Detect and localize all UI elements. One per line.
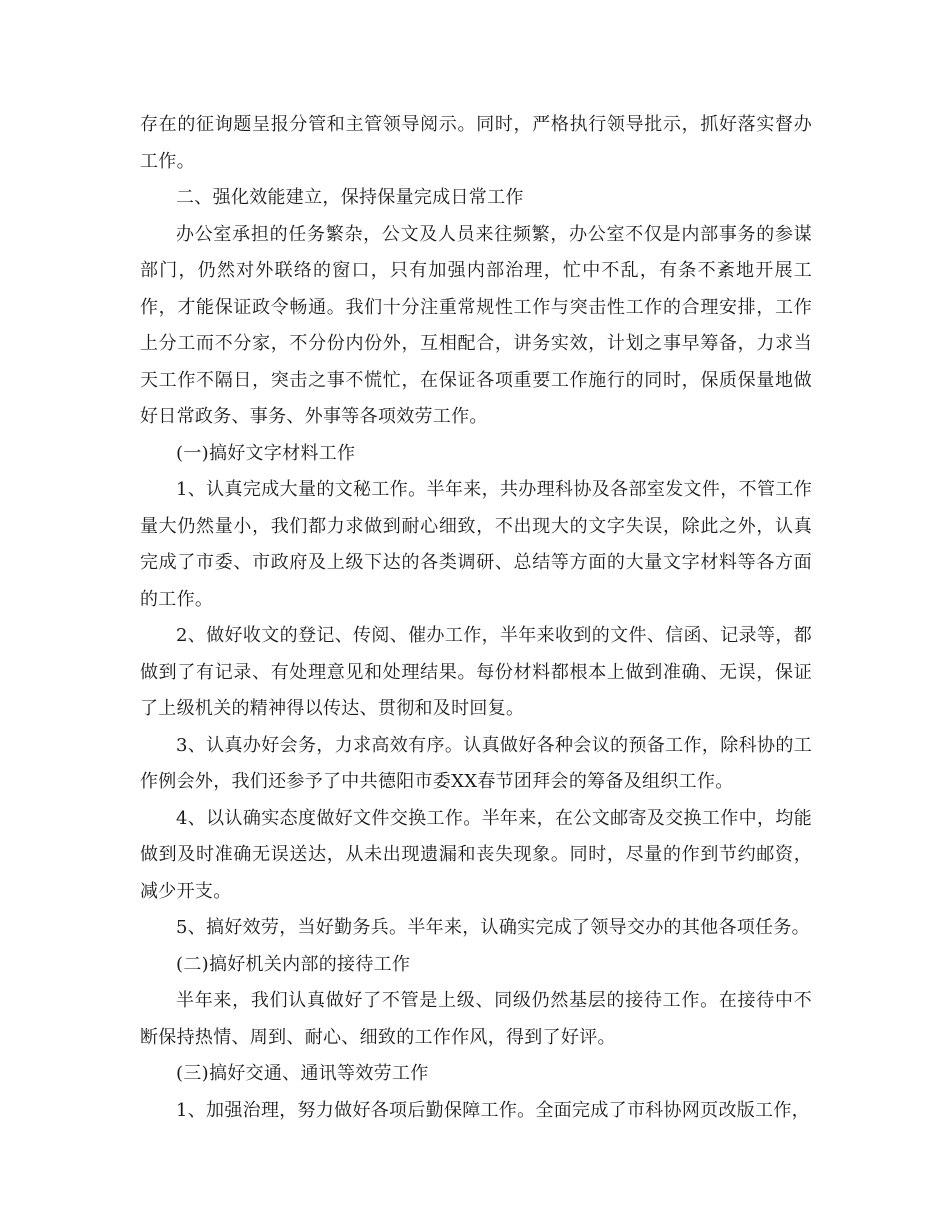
list-item-logistics-1: 1、加强治理，努力做好各项后勤保障工作。全面完成了市科协网页改版工作，	[176, 1099, 810, 1121]
paragraph-1: 存在的征询题呈报分管和主管领导阅示。同时，严格执行领导批示，抓好落实督办工作。	[140, 114, 812, 172]
subsection-heading-3: (三)搞好交通、通讯等效劳工作	[176, 1063, 429, 1084]
paragraph-3: 办公室承担的任务繁杂，公文及人员来往频繁，办公室不仅是内部事务的参谋部门，仍然对外联络的窗口，只有加强内部治理，忙中不乱，有条不紊地开展工作，才能保证政令畅通。我们十分注重常规性工作与突击性工作的合理安排，工作上分工而不分家，不分份内份外，互相配合，讲务实效，计划之事早筹备，力求当天工作不隔日，突击之事不慌忙，在保证各项重要工作施行的同时，保质保量地做好日常政务、事务、外事等各项效劳工作。	[140, 223, 812, 427]
subsection-heading-2: (二)搞好机关内部的接待工作	[176, 953, 411, 975]
paragraph-reception: 半年来，我们认真做好了不管是上级、同级仍然基层的接待工作。在接待中不断保持热情、周到、耐心、细致的工作作风，得到了好评。	[140, 990, 812, 1048]
list-item-1: 1、认真完成大量的文秘工作。半年来，共办理科协及各部室发文件，不管工作量大仍然量小，我们都力求做到耐心细致，不出现大的文字失误，除此之外，认真完成了市委、市政府及上级下达的各类调研、总结等方面的大量文字材料等各方面的工作。	[140, 479, 812, 610]
list-item-4: 4、以认确实态度做好文件交换工作。半年来，在公文邮寄及交换工作中，均能做到及时准确无误送达，从未出现遗漏和丧失现象。同时，尽量的作到节约邮资，减少开支。	[140, 807, 812, 902]
list-item-5: 5、搞好效劳，当好勤务兵。半年来，认确实完成了领导交办的其他各项任务。	[176, 917, 810, 938]
list-item-3: 3、认真办好会务，力求高效有序。认真做好各种会议的预备工作，除科协的工作例会外，我们还参予了中共德阳市委XX春节团拜会的筹备及组织工作。	[140, 734, 812, 792]
section-heading-2: 二、强化效能建立，保持保量完成日常工作	[176, 187, 524, 208]
subsection-heading-1: (一)搞好文字材料工作	[176, 442, 356, 464]
document-page	[140, 107, 812, 1129]
list-item-2: 2、做好收文的登记、传阅、催办工作，半年来收到的文件、信函、记录等，都做到了有记录、有处理意见和处理结果。每份材料都根本上做到准确、无误，保证了上级机关的精神得以传达、贯彻和及时回复。	[140, 625, 812, 719]
